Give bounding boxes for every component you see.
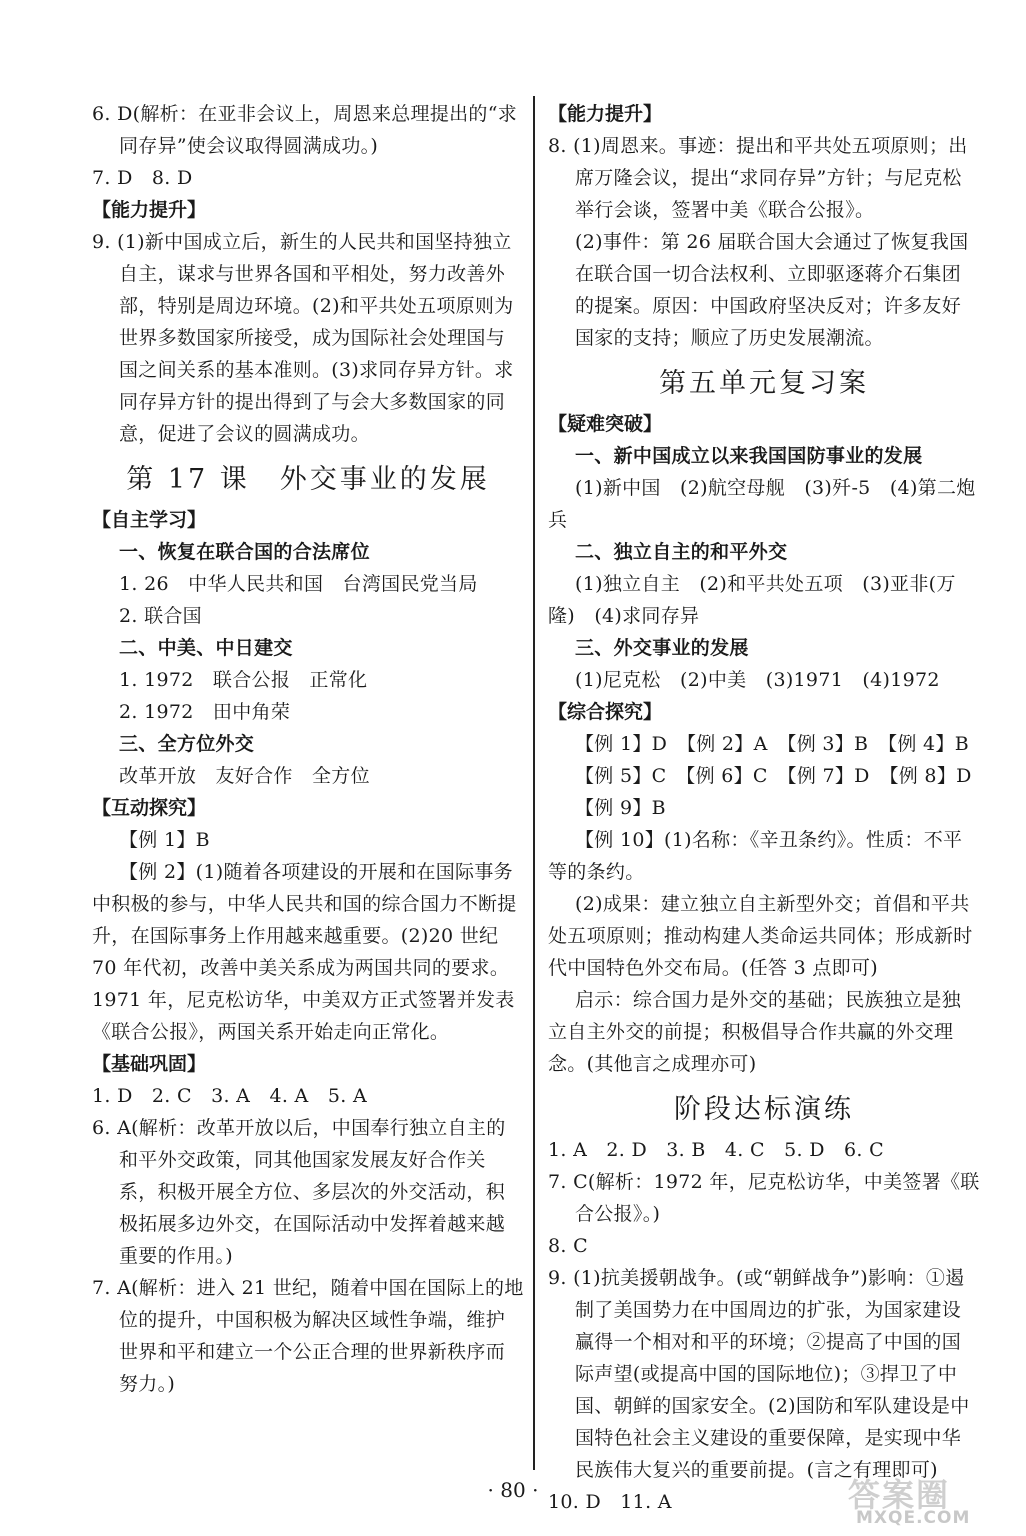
section-heading: 【能力提升】 [548,103,663,125]
answer-paragraph: 启示：综合国力是外交的基础；民族独立是独立自主外交的前提；积极倡导合作共赢的外交理念。(其他言之成理亦可) [548,989,962,1075]
lesson-title: 阶段达标演练 [674,1094,854,1125]
answer-line: 1. 1972 联合公报 正常化 [119,669,368,691]
answer-line: 【例 9】B [575,797,666,819]
answer-item: 8. (1)周恩来。事迹：提出和平共处五项原则；出席万隆会议，提出“求同存异”方针；与尼克松举行会谈，签署中美《联合公报》。 [548,135,968,221]
answer-item: 6. D(解析：在亚非会议上，周恩来总理提出的“求同存异”使会议取得圆满成功。) [92,103,518,157]
answer-paragraph: (2)成果：建立独立自主新型外交；首倡和平共处五项原则；推动构建人类命运共同体；形成新时代中国特色外交布局。(任答 3 点即可) [548,893,973,979]
answer-item: 6. A(解析：改革开放以后，中国奉行独立自主的和平外交政策，同其他国家发展友好合作关系，积极开展全方位、多层次的外交活动，积极拓展多边外交，在国际活动中发挥着越来越重要的作用。) [92,1117,506,1267]
subsection-heading: 二、独立自主的和平外交 [575,541,788,563]
answer-line: 【例 1】B [119,829,210,851]
answer-line: (1)尼克松 (2)中美 (3)1971 (4)1972 [575,669,940,691]
subsection-heading: 二、中美、中日建交 [119,637,293,659]
lesson-title: 第 17 课 外交事业的发展 [126,464,490,495]
answer-item: 7. A(解析：进入 21 世纪，随着中国在国际上的地位的提升，中国积极为解决区域性争端，维护世界和平和建立一个公正合理的世界新秩序而努力。) [92,1277,524,1395]
answer-line: (2)事件：第 26 届联合国大会通过了恢复我国在联合国一切合法权利、立即驱逐蒋介石集团的提案。原因：中国政府坚决反对；许多友好国家的支持；顺应了历史发展潮流。 [575,231,969,349]
section-heading: 【综合探究】 [548,701,663,723]
section-heading: 【自主学习】 [92,509,207,531]
answer-line: 1. 26 中华人民共和国 台湾国民党当局 [119,573,478,595]
answer-line: 2. 1972 田中角荣 [119,701,291,723]
answer-item: 7. C(解析：1972 年，尼克松访华，中美签署《联合公报》。) [548,1171,980,1225]
page-number: · 80 · [487,1478,539,1502]
answer-paragraph: (1)独立自主 (2)和平共处五项 (3)亚非(万隆) (4)求同存异 [548,573,956,627]
watermark-logo [848,1470,1018,1530]
answer-line: 8. C [548,1235,588,1257]
answer-item: 9. (1)抗美援朝战争。(或“朝鲜战争”)影响：①遏制了美国势力在中国周边的扩张，为国家建设赢得一个相对和平的环境；②提高了中国的国际声望(或提高中国的国际地位)；③捍卫了中国、朝鲜的国家安全。(2)国防和军队建设是中国特色社会主义建设的重要保障，是实现中华民族伟大复兴的重要前提。(言之有理即可) [548,1267,970,1481]
subsection-heading: 一、恢复在联合国的合法席位 [119,541,370,563]
answer-line: 改革开放 友好合作 全方位 [119,765,370,787]
watermark-text: 答案圈 [848,1476,951,1514]
section-heading: 【能力提升】 [92,199,207,221]
section-heading: 【疑难突破】 [548,413,663,435]
answer-line: 【例 1】D 【例 2】A 【例 3】B 【例 4】B [575,733,969,755]
answer-paragraph: 【例 2】(1)随着各项建设的开展和在国际事务中积极的参与，中华人民共和国的综合国力不断提升，在国际事务上作用越来越重要。(2)20 世纪 70 年代初，改善中美关系成为两国共同的要求。1971 年，尼克松访华，中美双方正式签署并发表《联合公报》，两国关系开始走向正常化。 [92,861,517,1043]
answer-line: 2. 联合国 [119,605,202,627]
right-column [548,98,980,1518]
answer-item: 9. (1)新中国成立后，新生的人民共和国坚持独立自主，谋求与世界各国和平相处，努力改善外部，特别是周边环境。(2)和平共处五项原则为世界多数国家所接受，成为国际社会处理国与国之间关系的基本准则。(3)求同存异方针。求同存异方针的提出得到了与会大多数国家的同意，促进了会议的圆满成功。 [92,231,514,445]
section-heading: 【基础巩固】 [92,1053,207,1075]
answer-line: 7. D 8. D [92,167,193,189]
subsection-heading: 三、外交事业的发展 [575,637,749,659]
answer-line: 1. A 2. D 3. B 4. C 5. D 6. C [548,1139,884,1161]
watermark-url: MXQE.COM [856,1508,971,1528]
lesson-title: 第五单元复习案 [659,368,869,399]
answer-line: 10. D 11. A [548,1491,672,1513]
answer-line: 【例 5】C 【例 6】C 【例 7】D 【例 8】D [575,765,972,787]
left-column [92,98,524,1400]
answer-paragraph: 【例 10】(1)名称：《辛丑条约》。性质：不平等的条约。 [548,829,963,883]
answer-line: 1. D 2. C 3. A 4. A 5. A [92,1085,367,1107]
answer-paragraph: (1)新中国 (2)航空母舰 (3)歼-5 (4)第二炮兵 [548,477,976,531]
column-divider [533,96,535,1470]
section-heading: 【互动探究】 [92,797,207,819]
subsection-heading: 三、全方位外交 [119,733,255,755]
subsection-heading: 一、新中国成立以来我国国防事业的发展 [575,445,923,467]
